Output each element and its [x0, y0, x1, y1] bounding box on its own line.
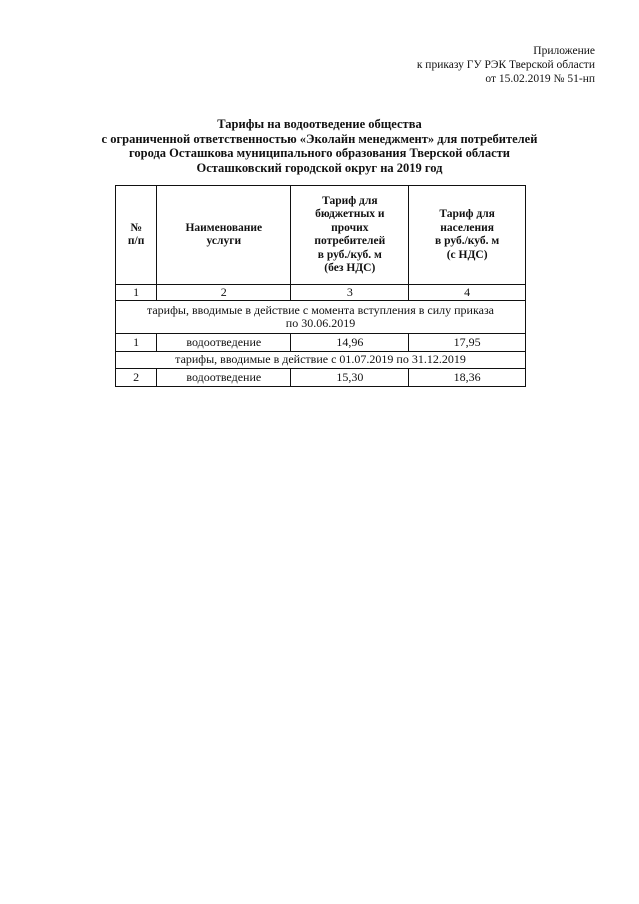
column-index: 1: [116, 285, 157, 301]
header-name-line: Наименование: [185, 221, 263, 234]
appendix-note: [417, 44, 595, 86]
header-tariff-budget-line: потребителей: [314, 235, 386, 247]
title-line-4: Осташковский городской округ на 2019 год: [196, 160, 443, 175]
header-tariff-budget-line: в руб./куб. м: [317, 248, 382, 261]
section-row-2: [116, 352, 526, 369]
appendix-line-1: Приложение: [533, 45, 595, 57]
section-label-line: тарифы, вводимые в действие с момента вступления в силу приказа: [146, 302, 495, 317]
table-row: [116, 369, 526, 387]
row-tariff-budget: 15,30: [291, 369, 409, 387]
row-tariff-population: 17,95: [409, 334, 526, 352]
header-num: [116, 186, 157, 285]
table-header-row: [116, 186, 526, 285]
header-tariff-population-line: (с НДС): [446, 248, 488, 261]
column-index-row: [116, 285, 526, 301]
row-tariff-population: 18,36: [409, 369, 526, 387]
section-row-1: [116, 301, 526, 334]
table-row: [116, 334, 526, 352]
section-label-2: [116, 352, 526, 369]
row-tariff-budget: 14,96: [291, 334, 409, 352]
header-tariff-budget-line: бюджетных и: [315, 208, 385, 220]
section-label-line: тарифы, вводимые в действие с 01.07.2019 по 31.12.2019: [175, 352, 466, 367]
header-name-line: услуги: [206, 235, 242, 247]
header-name: [157, 186, 291, 285]
appendix-line-3: от 15.02.2019 № 51-нп: [485, 73, 595, 85]
header-tariff-population: [409, 186, 526, 285]
header-num-line: №: [130, 221, 142, 234]
header-tariff-population-line: Тариф для: [439, 208, 495, 220]
column-index: 3: [291, 285, 409, 301]
row-service-name: водоотведение: [157, 334, 291, 352]
header-tariff-budget-line: прочих: [331, 221, 369, 234]
section-label-line: по 30.06.2019: [285, 316, 356, 330]
header-tariff-budget-line: (без НДС): [324, 262, 376, 274]
header-tariff-population-line: в руб./куб. м: [435, 235, 500, 247]
tariff-table: [115, 185, 526, 387]
header-num-line: п/п: [127, 235, 145, 247]
row-num: 1: [116, 334, 157, 352]
section-label-1: [116, 301, 526, 334]
column-index: 2: [157, 285, 291, 301]
column-index: 4: [409, 285, 526, 301]
row-num: 2: [116, 369, 157, 387]
title-line-2: с ограниченной ответственностью «Эколайн менеджмент» для потребителей: [101, 131, 538, 146]
appendix-line-2: к приказу ГУ РЭК Тверской области: [416, 59, 595, 71]
document-title: [60, 117, 579, 175]
row-service-name: водоотведение: [157, 369, 291, 387]
header-tariff-budget-line: Тариф для: [322, 194, 378, 207]
title-line-3: города Осташкова муниципального образования Тверской области: [129, 146, 510, 160]
header-tariff-budget: [291, 186, 409, 285]
header-tariff-population-line: населения: [440, 221, 495, 234]
title-line-1: Тарифы на водоотведение общества: [217, 117, 422, 131]
